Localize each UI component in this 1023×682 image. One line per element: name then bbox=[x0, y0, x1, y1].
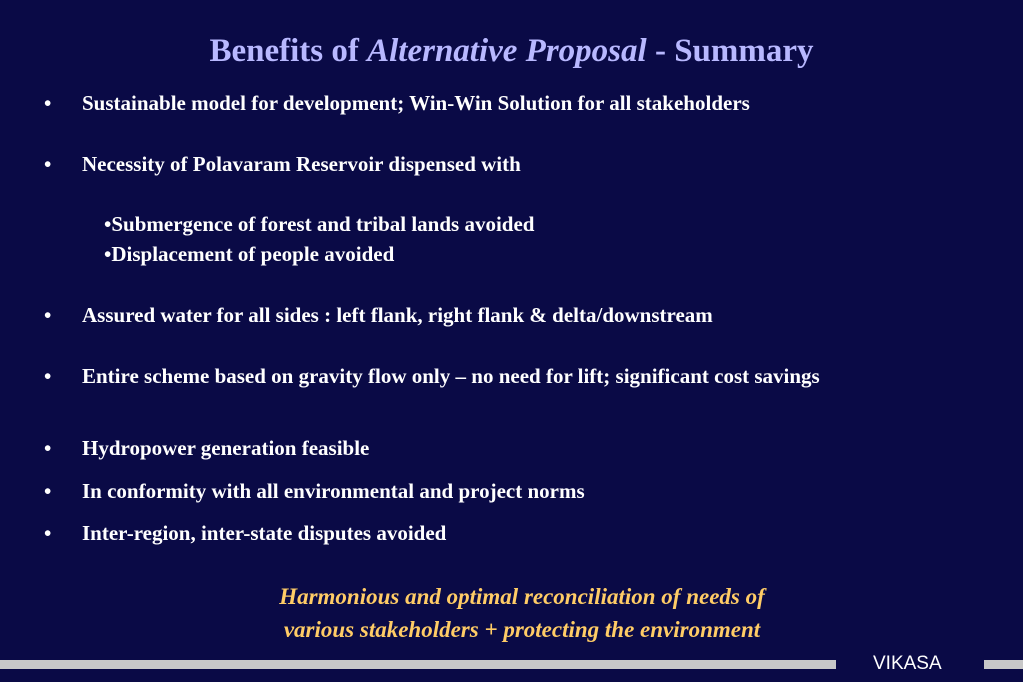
title-prefix: Benefits of bbox=[209, 33, 368, 69]
bullet-text: Hydropower generation feasible bbox=[82, 436, 370, 460]
bullet-text: Inter-region, inter-state disputes avoided bbox=[82, 521, 447, 545]
footer-note-line: various stakeholders + protecting the environment bbox=[283, 617, 761, 642]
footer-note bbox=[222, 580, 822, 646]
sub-bullet-item: •Submergence of forest and tribal lands avoided bbox=[104, 212, 535, 236]
slide-title bbox=[0, 30, 1023, 72]
bullet-text: Necessity of Polavaram Reservoir dispensed with bbox=[82, 152, 521, 176]
footer-note-line: Harmonious and optimal reconciliation of needs of bbox=[279, 584, 765, 609]
bullet-marker: • bbox=[44, 152, 52, 176]
bullet-marker: • bbox=[44, 91, 52, 115]
sub-bullet-item: •Displacement of people avoided bbox=[104, 242, 395, 266]
bullet-marker: • bbox=[44, 521, 52, 545]
brand-label: VIKASA bbox=[873, 653, 942, 674]
bullet-text: Entire scheme based on gravity flow only – no need for lift; significant cost savings bbox=[82, 364, 820, 388]
title-italic: Alternative Proposal bbox=[367, 33, 647, 69]
title-suffix: - Summary bbox=[646, 33, 814, 69]
bullet-marker: • bbox=[44, 436, 52, 460]
bullet-marker: • bbox=[44, 479, 52, 503]
bullet-text: Assured water for all sides : left flank, right flank & delta/downstream bbox=[82, 303, 713, 327]
bullet-marker: • bbox=[44, 303, 52, 327]
footer-divider-left bbox=[0, 660, 836, 669]
footer-divider-right bbox=[984, 660, 1023, 669]
bullet-text: In conformity with all environmental and project norms bbox=[82, 479, 585, 503]
bullet-marker: • bbox=[44, 364, 52, 388]
bullet-text: Sustainable model for development; Win-Win Solution for all stakeholders bbox=[82, 91, 750, 115]
